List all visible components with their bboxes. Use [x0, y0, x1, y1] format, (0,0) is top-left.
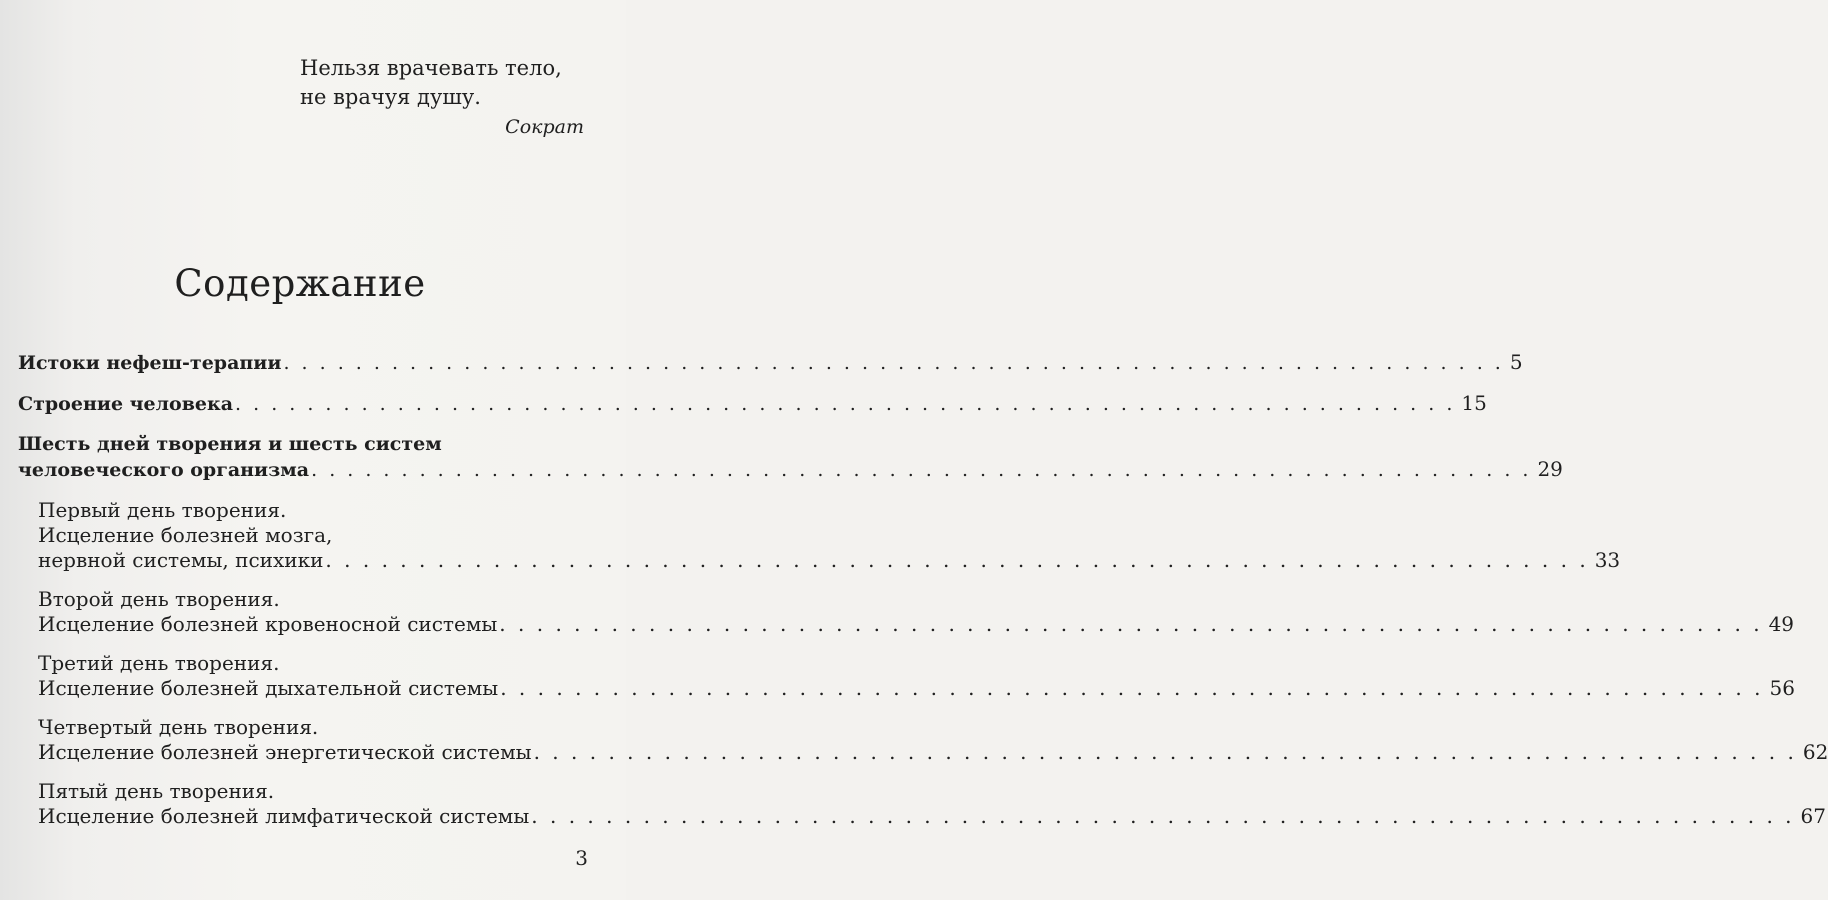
- toc-leader-dots: . . . . . . . . . . . . . . . . . . . . . . . . . . . . . . . . . . . . . . . . . . . . . . . . . . . . . . . . . . . . . . . . . . . .: [235, 393, 1456, 415]
- toc-entry-title: Строение человека: [18, 393, 234, 415]
- toc-leader-dots: . . . . . . . . . . . . . . . . . . . . . . . . . . . . . . . . . . . . . . . . . . . . . . . . . . . . . . . . . . . . . . . . . . . .: [283, 352, 1504, 374]
- toc-entry-line: [18, 391, 1487, 417]
- toc-entry-title: Исцеление болезней лимфатической системы: [38, 804, 530, 828]
- toc-entry[interactable]: [18, 651, 1795, 701]
- toc-page-number: 29: [1537, 457, 1563, 481]
- toc-entry-title: Истоки нефеш-терапии: [18, 352, 282, 374]
- toc-page-number: 49: [1768, 612, 1795, 636]
- toc-entry-line: [38, 740, 1828, 765]
- toc-page-number: 56: [1769, 676, 1795, 700]
- toc-entry-title-line: Первый день творения.: [38, 498, 287, 522]
- page-title: Содержание: [174, 262, 426, 305]
- toc-leader-dots: . . . . . . . . . . . . . . . . . . . . . . . . . . . . . . . . . . . . . . . . . . . . . . . . . . . . . . . . . . . . . . . . . . . .: [531, 804, 1795, 828]
- toc-entry[interactable]: [18, 779, 1826, 829]
- toc-entry-title-line: Исцеление болезней мозга,: [38, 523, 333, 547]
- toc-page-number: 15: [1461, 391, 1487, 415]
- toc-entry-title: Исцеление болезней кровеносной системы: [38, 612, 498, 636]
- page-number: 3: [575, 846, 588, 870]
- toc-entry-title: нервной системы, психики: [38, 548, 324, 572]
- toc-leader-dots: . . . . . . . . . . . . . . . . . . . . . . . . . . . . . . . . . . . . . . . . . . . . . . . . . . . . . . . . . . . . . . . . . . . .: [500, 676, 1764, 700]
- toc-leader-dots: . . . . . . . . . . . . . . . . . . . . . . . . . . . . . . . . . . . . . . . . . . . . . . . . . . . . . . . . . . . . . . . . . . . .: [533, 740, 1797, 764]
- toc-leader-dots: . . . . . . . . . . . . . . . . . . . . . . . . . . . . . . . . . . . . . . . . . . . . . . . . . . . . . . . . . . . . . . . . . . . .: [311, 459, 1532, 481]
- toc-leader-dots: . . . . . . . . . . . . . . . . . . . . . . . . . . . . . . . . . . . . . . . . . . . . . . . . . . . . . . . . . . . . . . . . . . . .: [499, 612, 1763, 636]
- epigraph: [300, 54, 590, 142]
- toc-page-number: 62: [1802, 740, 1828, 764]
- toc-entry-title: Исцеление болезней энергетической системы: [38, 740, 532, 764]
- toc-page-number: 33: [1594, 548, 1621, 572]
- toc-entry[interactable]: [18, 498, 1621, 573]
- toc-entry-line: [18, 457, 1563, 483]
- toc-entry-title: Исцеление болезней дыхательной системы: [38, 676, 499, 700]
- toc-entry[interactable]: [18, 391, 1487, 417]
- toc-entry-title-line: Третий день творения.: [38, 651, 280, 675]
- toc-entry-line: [38, 548, 1621, 573]
- toc-entry-line: [38, 612, 1795, 637]
- table-of-contents: [18, 350, 1828, 843]
- toc-entry-line: [18, 350, 1523, 376]
- epigraph-line: Нельзя врачевать тело,: [300, 56, 562, 80]
- toc-entry[interactable]: [18, 432, 1563, 483]
- toc-entry-title-line: Пятый день творения.: [38, 779, 275, 803]
- toc-entry[interactable]: [18, 715, 1828, 765]
- toc-entry-line: [38, 676, 1795, 701]
- toc-entry-line: [38, 804, 1826, 829]
- toc-page-number: 67: [1800, 804, 1826, 828]
- epigraph-author: Сократ: [505, 116, 584, 138]
- toc-entry[interactable]: [18, 587, 1795, 637]
- toc-entry-title: человеческого организма: [18, 459, 310, 481]
- toc-entry-title-line: Четвертый день творения.: [38, 715, 319, 739]
- toc-entry-title-line: Шесть дней творения и шесть систем: [18, 433, 442, 455]
- toc-leader-dots: . . . . . . . . . . . . . . . . . . . . . . . . . . . . . . . . . . . . . . . . . . . . . . . . . . . . . . . . . . . . . . . . . . . .: [325, 548, 1589, 572]
- toc-page-number: 5: [1509, 350, 1523, 374]
- toc-entry[interactable]: [18, 350, 1523, 376]
- toc-entry-title-line: Второй день творения.: [38, 587, 280, 611]
- epigraph-line: не врачуя душу.: [300, 85, 481, 109]
